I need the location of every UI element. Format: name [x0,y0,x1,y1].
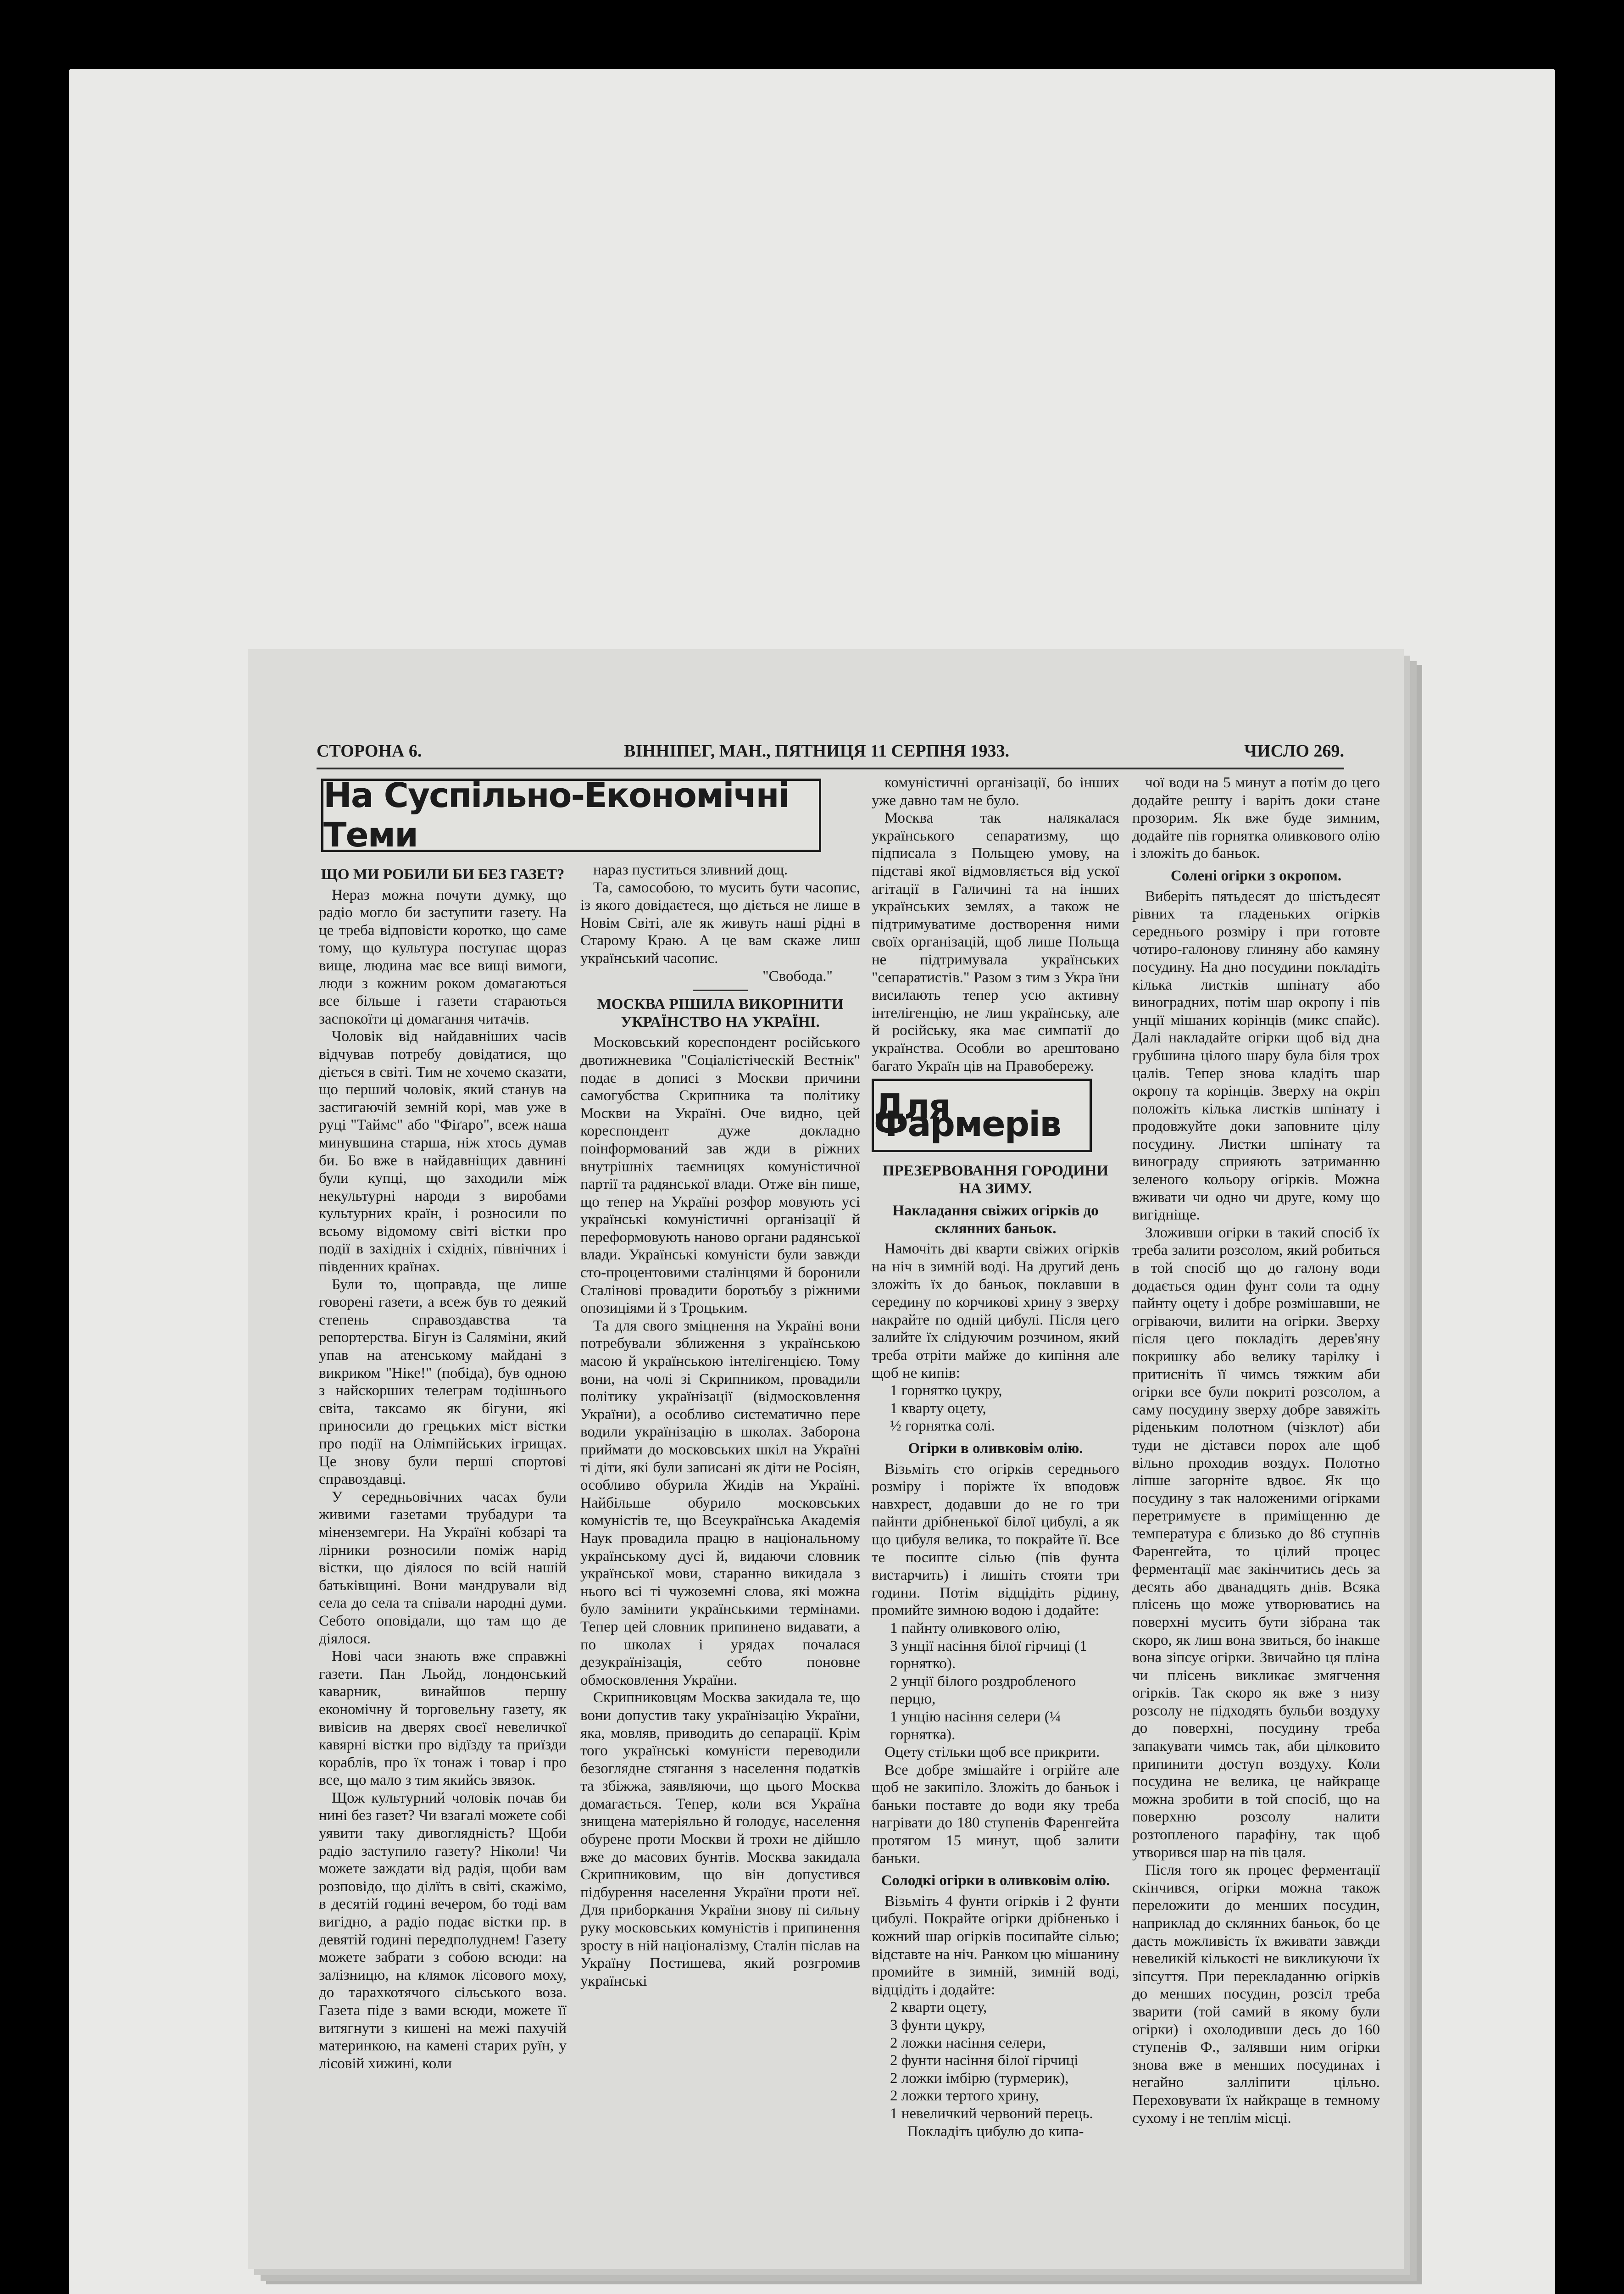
header-rule [317,768,1344,769]
column-3 [872,774,1119,2140]
list-item: 2 ложки насіння селери, [890,2034,1046,2051]
source-signature: "Свобода." [762,968,833,985]
paragraph: Нераз можна почути думку, що радіо могло би заступити газету. На це треба відповісти коротко, що саме тому, що культура поступає щораз вище, людина має все вищі вимоги, люди з кожним роком домагаються все більше і газети стараються заспокоїти ці домагання читачів. [319,886,567,1027]
paragraph: Візьміть 4 фунти огірків і 2 фунти цибулі. Покрайте огірки дрібненько і кожний шар огірків посипайте сілью; відставте на ніч. Ранком цю мішанину промийте в зимній, зимній воді, відцідіть і додайте: [872,1893,1119,1998]
article-subtitle: Огірки в оливковім олію. [908,1440,1083,1457]
list-item: 2 фунти насіння білої гірчиці [890,2052,1079,2069]
list-item: 3 фунти цукру, [890,2017,985,2033]
paragraph: Покладіть цибулю до кипа- [907,2123,1084,2140]
dateline: ВІННІПЕГ, МАН., ПЯТНИЦЯ 11 СЕРПНЯ 1933. [624,741,1010,761]
paragraph: Та, самособою, то мусить бути часопис, із якого довідаєтеся, що діється не лише в Новім Світі, але як живуть наші рідні в Старому Краю. А це вам скаже лиш український часопис. [580,879,860,967]
article-title: МОСКВА РІШИЛА ВИКОРІНИТИ УКРАЇНСТВО НА УКРАЇНІ. [597,996,844,1030]
list-item: 1 горнятко цукру, [890,1382,1002,1399]
list-item: 2 унції білого роздробленого перцю, [890,1673,1076,1708]
paragraph: Візьміть сто огірків середнього розміру і поріжте їх вподовж навхрест, додавши до не го три пайнти дрібненької білої цибулі, а як що цибуля велика, то покрайте її. Все те посипте сілью (пів фунта вистарчить) і лишіть стояти три години. Потім відцідіть рідину, промийте зимною водою і додайте: [872,1460,1119,1619]
section-banner-farmers: Для Фармерів [872,1079,1092,1152]
list-item: 2 кварти оцету, [890,1999,987,2016]
paragraph: Намочіть дві кварти свіжих огірків на ніч в зимній воді. На другий день зложіть їх до баньок, поклавши в середину по корчикові хрину з зверху накрайте по одній цибулі. Після цего залийте їх слідуючим розчином, який треба отріти майже до кипіння але щоб не кипів: [872,1241,1119,1381]
paragraph: Москва так налякалася українського сепаратизму, що підписала з Польщею умову, на підставі якої відмовляється від ускої агітації в Галичині та на інших українських землях, а також не підтримуватиме достворення ними своїх організацій, щоб лише Польща не підтримувала українських "сепаратистів." Разом з тим з Укра їни висилають тепер усю активну інтелігенцію, не лиш українську, але й російську, яка має симпатії до українства. Особли во арештовано багато Україн ців на Правобережу. [872,810,1119,1075]
newspaper-page [248,649,1404,2269]
paragraph: Оцету стільки щоб все прикрити. [884,1744,1100,1761]
list-item: 1 унцію насіння селери (¼ горнятка). [890,1708,1061,1743]
column-4 [1132,774,1380,2127]
paragraph: Зложивши огірки в такий спосіб їх треба залити розсолом, який робиться в той спосіб що до галону води додається один фунт соли та одну пайнту оцету і добре розмішавши, не огріваючи, вилити на огірки. Зверху після цего покладіть дерев'яну покришку або велику тарілку і притисніть її чимсь тяжким аби огірки все були покриті розсолом, а саму посудину зверху добре завяжіть ріденьким полотном (чізклот) аби туди не діставси порох але щоб вільно проходив воздух. Полотно ліпше загорніте вдвоє. Як що посудину з так наложеними огірками перетримуєте в приміщенню де температура є близько до 86 ступнів Фаренгейта, то цілий процес ферментації має закінчитись десь за десять або дванадцять днів. Всяка плісень що може утворюватись на поверхні мусить бути зібрана так скоро, як лиш вона звиться, бо інакше вона зіпсує огірки. Звичайно ця пліна чи плісень викликає змягчення огірків. Так скоро як вже з низу розсолу не підходять бульби воздуху до поверхні, посудину треба запакувати чимсь так, аби цілковито припинити доступ воздуху. Коли посудина не велика, це найкраще можна зробити в той спосіб, що на поверхню розсолу налити розтопленого парафіну, так щоб утворився шар на пів цаля. [1132,1224,1380,1861]
page-label: СТОРОНА 6. [317,741,422,761]
paragraph: Скрипниковцям Москва закидала те, що вони допустив таку українізацію України, яка, мовляв, приводить до сепарації. Крім того українські комуністи переводили безоглядне стягання з населення податків та збіжжа, заявляючи, що цього Москва домагається. Тепер, коли вся Україна знищена матеріяльно й голодує, населення обурене проти Москви й трохи не дійшло вже до масових бунтів. Москва закидала Скрипниковим, що він допустився підбурення населення України проти неї. Для приборкання України знову пі сильну руку московських комуністів і припинення зросту в ній націоналізму, Сталін післав на Україну Постишева, який розгромив українські [580,1689,860,1989]
paragraph: Щож культурний чоловік почав би нині без газет? Чи взагалі можете собі уявити таку дивоглядність? Щоби радіо заступило газету? Ніколи! Чи можете заждати від радія, щоби вам розповідо, що ділїть в світі, скажімо, в десятій годині вечером, бо тоді вам вигідно, а радіо подає вістки пр. в девятій годині передполуднем! Газету можете забрати з собою всюди: на залізницю, на клямок лісового моху, до тарахкотячого сільського воза. Газета піде з вами всюди, можете її витягнути з кишені на межі пахучій материнкою, на камені старих руїн, у лісовій хижині, коли [319,1789,567,2072]
paragraph: Московський кореспондент російського двотижневика "Соціалістіческій Вестнік" подає в дописі з Москви причини самогубства Скрипника та політику Москви на Україні. Оче видно, цей кореспондент дуже докладно поінформований зав жди в ріжних внутрішніх таємницях комуністичної партії та радянської влади. Отже він пише, що тепер на Україні розфор мовують усі українські комуністичні організації й переформовують наново органи радянської влади. Українські комуністи були завжди сто-процентовими сталінцями й боронили Сталінові провадити боротьбу з ріжними опозиціями й з Троцьким. [580,1034,860,1317]
article-title: ЩО МИ РОБИЛИ БИ БЕЗ ГАЗЕТ? [321,866,565,883]
paragraph: Все добре змішайте і огрійте але щоб не закипіло. Зложіть до баньок і баньки поставте до води яку треба нагрівати до 180 ступенів Фаренгейта протягом 15 минут, щоб залити баньки. [872,1761,1119,1867]
page-header [317,741,1344,765]
list-item: 2 ложки імбірю (турмерик), [890,2070,1069,2087]
divider [693,990,748,991]
paragraph: Нові часи знають вже справжні газети. Пан Льойд, лондонський каварник, винайшов першу економічну й торговельну газету, як вивісив на дверях своєї невеличкої кавярні вістки про відїзду та приїзди кораблів, про їх тонаж і товар і про все, що мало з тим якийсь звязок. [319,1648,567,1789]
list-item: 3 унції насіння білої гірчиці (1 горнятко). [890,1637,1087,1672]
list-item: 1 невеличкий червоний перець. [890,2105,1093,2122]
paragraph: Були то, щоправда, ще лише говорені газети, а всеж був то деякий степень справоздавства та репортерства. Бігун із Саляміни, який упав на атенському майдані з викриком "Ніке!" (побіда), був одною з найскорших телеграм тодішнього світа, таксамо як бігуни, які приносили до грецьких міст вістки про події на Олімпійських ігрищах. Це знову були перші спортові справоздавці. [319,1276,567,1488]
paragraph: Чоловік від найдавніших часів відчував потребу довідатися, що діється в світі. Тим не хочемо сказати, що перший чоловік, який станув на застигаючій земній корі, мав уже в руці "Таймс" або "Фіґаро", всеж наша минувшина старша, ніж хтось думав би. Бо вже в найдавніщих давнині були купці, що заходили між некультурні народи з виробами культурних країн, і розносили по всьому відомому світі вістки про події в західніх і східніх, північних і південних країнах. [319,1028,567,1275]
article-subtitle: Накладання свіжих огірків до склянних баньок. [892,1203,1099,1237]
article-subtitle: Солені огірки з окропом. [1170,867,1342,884]
paragraph: комуністичні організації, бо інших уже давно там не було. [872,774,1119,809]
article-subtitle: Солодкі огірки в оливковім олію. [881,1872,1110,1889]
paragraph: Виберіть пятьдесят до шістьдесят рівних та гладеньких огірків середнього розміру і при готовте чотиро-галонову глиняну або камяну посудину. На дно посудини покладіть кілька листків шпінату або виноградних, потім шар окропу і пів унції мішаних корінців (микс спайс). Далі накладайте огірки щоб від дна грубшина цілого шару була біля трох цалів. Тепер знова кладіть шар окропу та корінців. Зверху на окріп положіть кілька листків шпінату і продовжуйте доки заповните цілу посудину. Листки шпінату та винограду сприяють затриманню зеленого кольору огірків. Можна вживати чи одно чи друге, кому що вигідніще. [1132,888,1380,1224]
article-title: ПРЕЗЕРВОВАННЯ ГОРОДИНИ НА ЗИМУ. [882,1163,1109,1197]
list-item: ½ горнятка солі. [890,1418,996,1435]
list-item: 2 ложки тертого хрину, [890,2088,1039,2105]
list-item: 1 кварту оцету, [890,1400,986,1417]
paragraph: чої води на 5 минут а потім до цего додайте решту і варіть доки стане прозорим. Як вже буде зимним, додайте пів горнятка оливкового олію і зложіть до баньок. [1132,774,1380,862]
column-2 [580,774,860,1990]
paragraph: Та для свого зміцнення на Україні вони потребували зближення з українською масою й українською інтелігенцією. Тому вони, на чолі зі Скрипником, провадили політику українізації (відмосковлення України), а особливо систематично пере водили українізацію в школах. Заборона приймати до московських шкіл на Україні ті діти, які були записані як діти не Росіян, особливо обурила Жидів на Україні. Найбільше обурило московських комуністів те, що Всеукраїнська Академія Наук провадила працю в національному українському дусі й, видаючи словник української мови, старанно викидала з нього всі ті чужоземні слова, які можна було замінити українськими термінами. Тепер цей словник припинено видавати, а по школах і урядах почалася дезукраїнізація, себто поновне обмосковлення України. [580,1317,860,1688]
paragraph: У середньовічних часах були живими газетами трубадури та міненземгери. На Україні кобзарі та лірники розносили поміж нарід вістки, що діялося по всій нашій батьківщині. Вони мандрували від села до села та співали народні думи. Себотo оповідали, що там що де діялося. [319,1488,567,1647]
section-banner-social: На Суспільно-Економічні Теми [321,779,821,852]
issue-number: ЧИСЛО 269. [1244,741,1344,761]
paragraph: Після того як процес ферментації скінчився, огірки можна також переложити до менших посудин, наприклад до склянних баньок, бо це дасть можливість їх вживати завжди невеликій кількості не викликуючи їх зіпсуття. При перекладанню огірків до менших посудин, розсіл треба зварити (той самий в якому були огірки) і охолодивши десь до 160 ступенів Ф., залявши ним огірки знова вже в менших посудинах і негайно залліпити цільно. Переховувати їх найкраще в темному сухому і не теплім місці. [1132,1862,1380,2127]
list-item: 1 пайнту оливкового олію, [890,1620,1061,1637]
column-1 [319,774,567,2072]
paragraph: нараз пуститься зливний дощ. [593,862,788,878]
